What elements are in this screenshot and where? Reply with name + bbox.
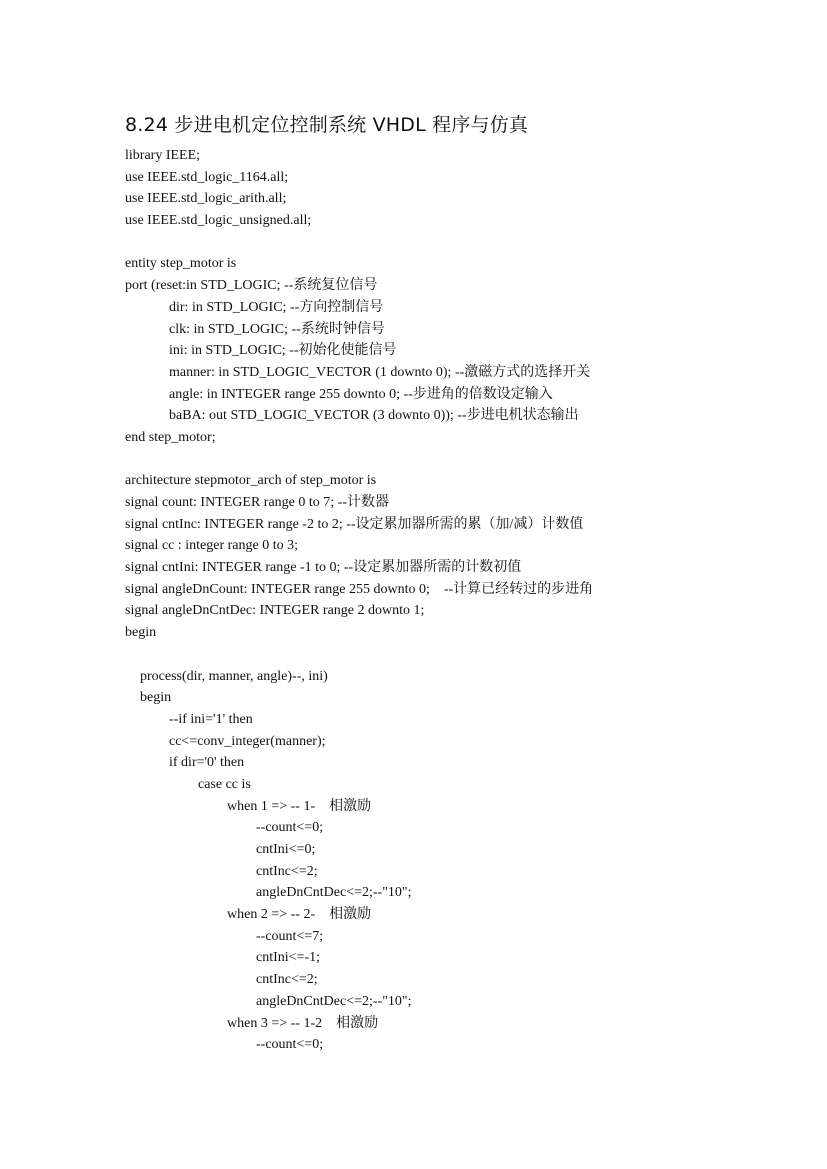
- code-line: signal angleDnCntDec: INTEGER range 2 downto 1;: [125, 603, 425, 619]
- code-line: cc<=conv_integer(manner);: [169, 733, 326, 749]
- code-line: cntInc<=2;: [256, 863, 318, 879]
- code-line: when 1 => -- 1- 相激励: [227, 798, 372, 814]
- code-line: case cc is: [198, 776, 251, 792]
- blank-line: [125, 232, 593, 254]
- code-line: use IEEE.std_logic_1164.all;: [125, 169, 289, 185]
- code-line: end step_motor;: [125, 429, 216, 445]
- code-line: --count<=7;: [256, 928, 324, 944]
- code-line: port (reset:in STD_LOGIC; --系统复位信号: [125, 278, 378, 294]
- code-line: ini: in STD_LOGIC; --初始化使能信号: [169, 343, 397, 359]
- code-line: cntIni<=0;: [256, 842, 316, 857]
- code-line: use IEEE.std_logic_arith.all;: [125, 191, 287, 207]
- code-line: angleDnCntDec<=2;--"10";: [256, 885, 412, 901]
- code-line: architecture stepmotor_arch of step_motor is: [125, 473, 377, 489]
- code-line: baBA: out STD_LOGIC_VECTOR (3 downto 0)); --步进电机状态输出: [169, 408, 579, 424]
- code-line: if dir='0' then: [169, 755, 245, 771]
- code-line: clk: in STD_LOGIC; --系统时钟信号: [169, 321, 385, 337]
- code-line: --count<=0;: [256, 820, 324, 836]
- code-line: when 3 => -- 1-2 相激励: [227, 1015, 379, 1031]
- code-line: angle: in INTEGER range 255 downto 0; --步进角的倍数设定输入: [169, 386, 553, 402]
- code-line: signal cc : integer range 0 to 3;: [125, 538, 298, 554]
- code-line: dir: in STD_LOGIC; --方向控制信号: [169, 299, 384, 315]
- code-line: begin: [125, 625, 157, 641]
- blank-line: [125, 644, 593, 666]
- code-line: manner: in STD_LOGIC_VECTOR (1 downto 0); --激磁方式的选择开关: [169, 364, 591, 380]
- code-line: begin: [140, 690, 172, 706]
- code-line: signal cntInc: INTEGER range -2 to 2; --设定累加器所需的累（加/减）计数值: [125, 516, 584, 532]
- code-line: when 2 => -- 2- 相激励: [227, 907, 372, 923]
- page-title: 8.24 步进电机定位控制系统 VHDL 程序与仿真: [125, 114, 529, 136]
- code-line: --count<=0;: [256, 1037, 324, 1053]
- code-line: --if ini='1' then: [169, 711, 253, 727]
- code-line: signal cntIni: INTEGER range -1 to 0; --设定累加器所需的计数初值: [125, 560, 522, 576]
- code-line: library IEEE;: [125, 148, 201, 163]
- blank-line: [125, 449, 593, 471]
- vhdl-code-listing: [125, 145, 593, 1056]
- code-line: signal count: INTEGER range 0 to 7; --计数器: [125, 495, 390, 510]
- code-line: angleDnCntDec<=2;--"10";: [256, 993, 412, 1009]
- code-line: process(dir, manner, angle)--, ini): [140, 668, 328, 684]
- code-line: cntIni<=-1;: [256, 950, 320, 966]
- code-line: cntInc<=2;: [256, 972, 318, 988]
- code-line: signal angleDnCount: INTEGER range 255 downto 0; --计算已经转过的步进角: [125, 581, 594, 597]
- code-line: entity step_motor is: [125, 256, 237, 272]
- code-line: use IEEE.std_logic_unsigned.all;: [125, 213, 312, 229]
